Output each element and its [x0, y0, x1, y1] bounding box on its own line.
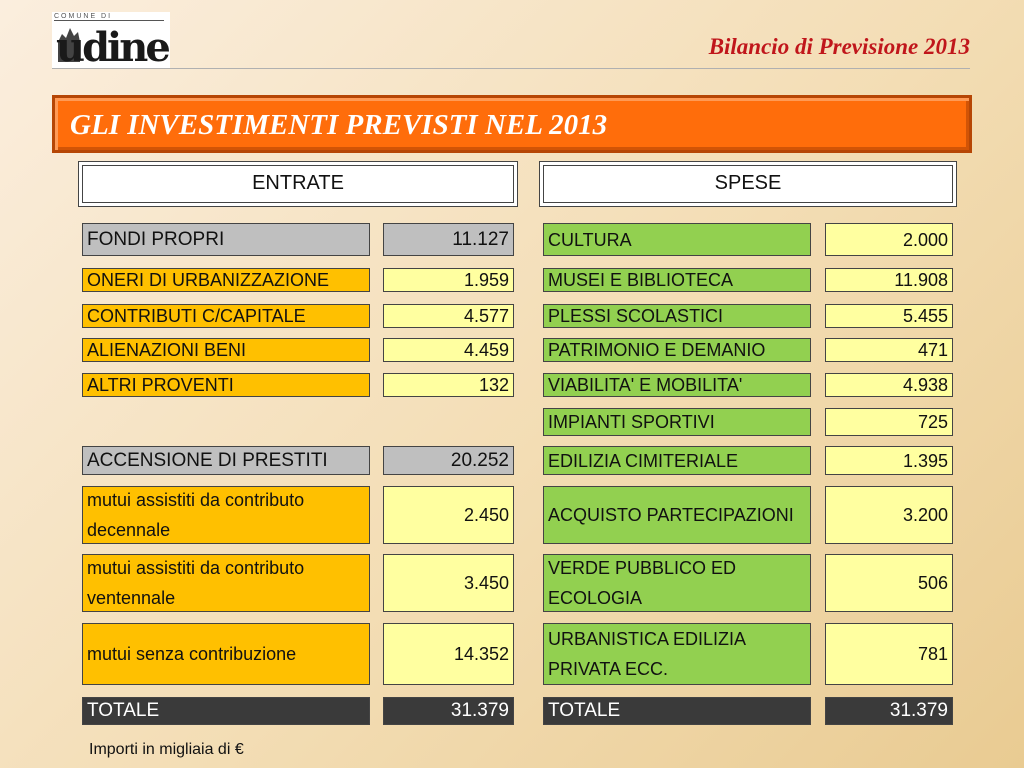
spese-value-urbanistica: 781: [825, 623, 953, 685]
spese-label-totale: TOTALE: [543, 697, 811, 725]
logo-word: udine: [56, 24, 168, 68]
spese-label-urbanistica: URBANISTICA EDILIZIA PRIVATA ECC.: [543, 623, 811, 685]
entrate-value-altri-proventi: 132: [383, 373, 514, 397]
entrate-label-altri-proventi: ALTRI PROVENTI: [82, 373, 370, 397]
header-divider: [52, 68, 970, 69]
entrate-label-mutui-senza: mutui senza contribuzione: [82, 623, 370, 685]
spese-value-cultura: 2.000: [825, 223, 953, 256]
entrate-value-mutui-ventennale: 3.450: [383, 554, 514, 612]
spese-label-acquisto-partecipazioni: ACQUISTO PARTECIPAZIONI: [543, 486, 811, 544]
entrate-label-fondi-propri: FONDI PROPRI: [82, 223, 370, 256]
spese-label-viabilita: VIABILITA' E MOBILITA': [543, 373, 811, 397]
spese-value-totale: 31.379: [825, 697, 953, 725]
banner-title: GLI INVESTIMENTI PREVISTI NEL 2013: [70, 109, 608, 141]
entrate-value-mutui-decennale: 2.450: [383, 486, 514, 544]
spese-label-cultura: CULTURA: [543, 223, 811, 256]
spese-label-edilizia-cimiteriale: EDILIZIA CIMITERIALE: [543, 446, 811, 475]
entrate-label-oneri: ONERI DI URBANIZZAZIONE: [82, 268, 370, 292]
spese-value-viabilita: 4.938: [825, 373, 953, 397]
entrate-value-mutui-senza: 14.352: [383, 623, 514, 685]
spese-label-patrimonio: PATRIMONIO E DEMANIO: [543, 338, 811, 362]
document-title: Bilancio di Previsione 2013: [708, 34, 970, 59]
entrate-label-alienazioni: ALIENAZIONI BENI: [82, 338, 370, 362]
entrate-header: ENTRATE: [82, 165, 514, 203]
entrate-value-alienazioni: 4.459: [383, 338, 514, 362]
entrate-value-accensione-prestiti: 20.252: [383, 446, 514, 475]
entrate-value-oneri: 1.959: [383, 268, 514, 292]
spese-value-plessi: 5.455: [825, 304, 953, 328]
spese-value-patrimonio: 471: [825, 338, 953, 362]
entrate-label-mutui-ventennale: mutui assistiti da contributo ventennale: [82, 554, 370, 612]
entrate-label-mutui-decennale: mutui assistiti da contributo decennale: [82, 486, 370, 544]
spese-label-verde-pubblico: VERDE PUBBLICO ED ECOLOGIA: [543, 554, 811, 612]
logo-top-text: COMUNE DI: [54, 13, 164, 21]
spese-label-musei: MUSEI E BIBLIOTECA: [543, 268, 811, 292]
spese-value-acquisto-partecipazioni: 3.200: [825, 486, 953, 544]
spese-label-impianti: IMPIANTI SPORTIVI: [543, 408, 811, 436]
spese-value-musei: 11.908: [825, 268, 953, 292]
entrate-label-accensione-prestiti: ACCENSIONE DI PRESTITI: [82, 446, 370, 475]
spese-value-edilizia-cimiteriale: 1.395: [825, 446, 953, 475]
comune-di-udine-logo: [52, 12, 170, 68]
entrate-label-totale: TOTALE: [82, 697, 370, 725]
spese-label-plessi: PLESSI SCOLASTICI: [543, 304, 811, 328]
entrate-value-fondi-propri: 11.127: [383, 223, 514, 256]
footnote: Importi in migliaia di €: [89, 741, 244, 758]
entrate-value-totale: 31.379: [383, 697, 514, 725]
title-banner: [52, 95, 972, 153]
spese-value-impianti: 725: [825, 408, 953, 436]
entrate-label-contributi: CONTRIBUTI C/CAPITALE: [82, 304, 370, 328]
spese-header: SPESE: [543, 165, 953, 203]
spese-value-verde-pubblico: 506: [825, 554, 953, 612]
entrate-value-contributi: 4.577: [383, 304, 514, 328]
